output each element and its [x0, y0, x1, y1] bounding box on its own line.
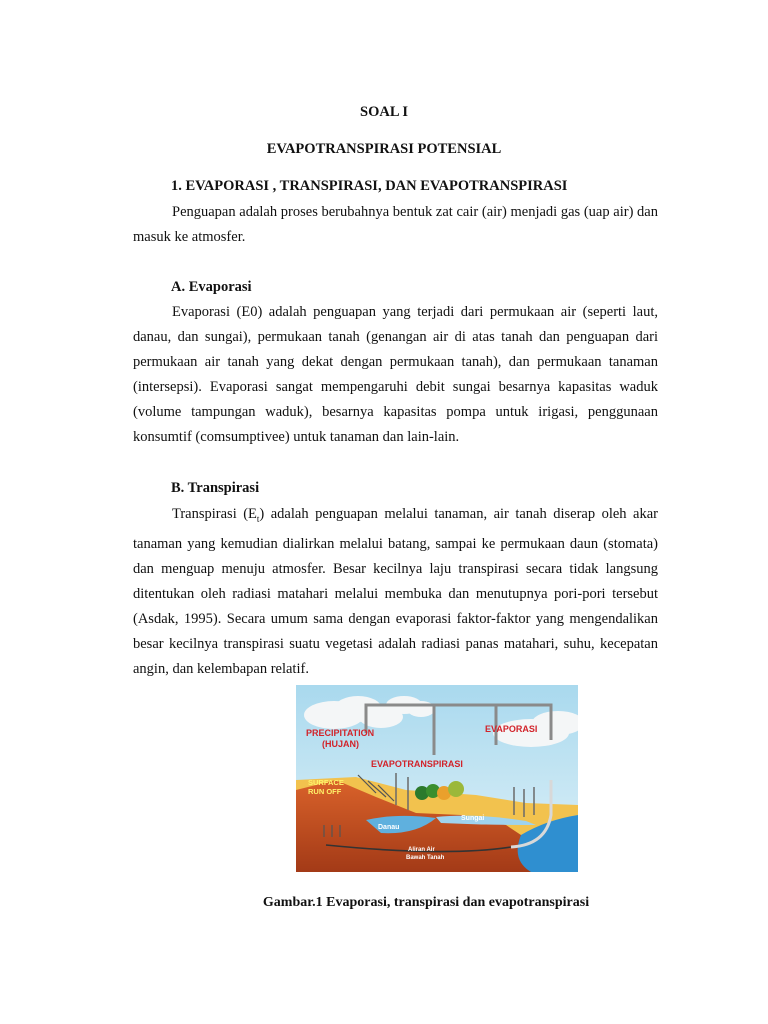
label-danau: Danau	[378, 824, 400, 831]
section-1-heading: 1. EVAPORASI , TRANSPIRASI, DAN EVAPOTRANSPIRASI	[171, 178, 568, 194]
section-a-heading: A. Evaporasi	[171, 279, 252, 295]
section-b-heading: B. Transpirasi	[171, 480, 260, 496]
label-runoff: RUN OFF	[308, 787, 342, 796]
label-aliran-1: Aliran Air	[408, 847, 435, 853]
label-precipitation: PRECIPITATION	[306, 728, 375, 738]
label-evaporasi: EVAPORASI	[485, 724, 538, 734]
label-sungai: Sungai	[461, 815, 485, 822]
label-hujan: (HUJAN)	[322, 739, 359, 749]
label-surface: SURFACE	[308, 778, 344, 787]
document-subtitle: EVAPOTRANSPIRASI POTENSIAL	[266, 141, 502, 157]
water-cycle-figure	[296, 685, 578, 872]
figure-caption: Gambar.1 Evaporasi, transpirasi dan evapotranspirasi	[262, 895, 590, 910]
label-aliran-2: Bawah Tanah	[406, 855, 445, 861]
water-cycle-diagram	[296, 685, 578, 872]
document-title: SOAL I	[360, 104, 408, 120]
section-1-paragraph: Penguapan adalah proses berubahnya bentuk zat cair (air) menjadi gas (uap air) dan masuk ke atmosfer.	[133, 204, 658, 245]
section-a-paragraph: Evaporasi (E0) adalah penguapan yang terjadi dari permukaan air (seperti laut, danau, dan sungai), permukaan tanah (genangan air di atas tanah dan penguapan dari permukaan air tanah yang dekat dengan permukaan tanah), dan permukaan tanaman (intersepsi). Evaporasi sangat mempengaruhi debit sungai besarnya kapasitas waduk (volume tampungan waduk), besarnya kapasitas pompa untuk irigasi, penggunaan konsumtif (comsumptivee) untuk tanaman dan lain-lain.	[133, 304, 658, 445]
section-b-paragraph: Transpirasi $(E_t)$ adalah penguapan melalui tanaman, air tanah diserap oleh akar tanaman yang kemudian dialirkan melalui batang, sampai ke permukaan daun (stomata) dan menguap menuju atmosfer. Besar kecilnya laju transpirasi secara tidak langsung ditentukan oleh radiasi matahari melalui membuka dan menutupnya pori-pori tersebut (Asdak, 1995). Secara umum sama dengan evaporasi faktor-faktor yang mengendalikan besar kecilnya transpirasi suatu vegetasi adalah radiasi panas matahari, suhu, kecepatan angin, dan kelembapan relatif.	[133, 506, 658, 677]
label-evapotranspirasi: EVAPOTRANSPIRASI	[371, 759, 463, 769]
